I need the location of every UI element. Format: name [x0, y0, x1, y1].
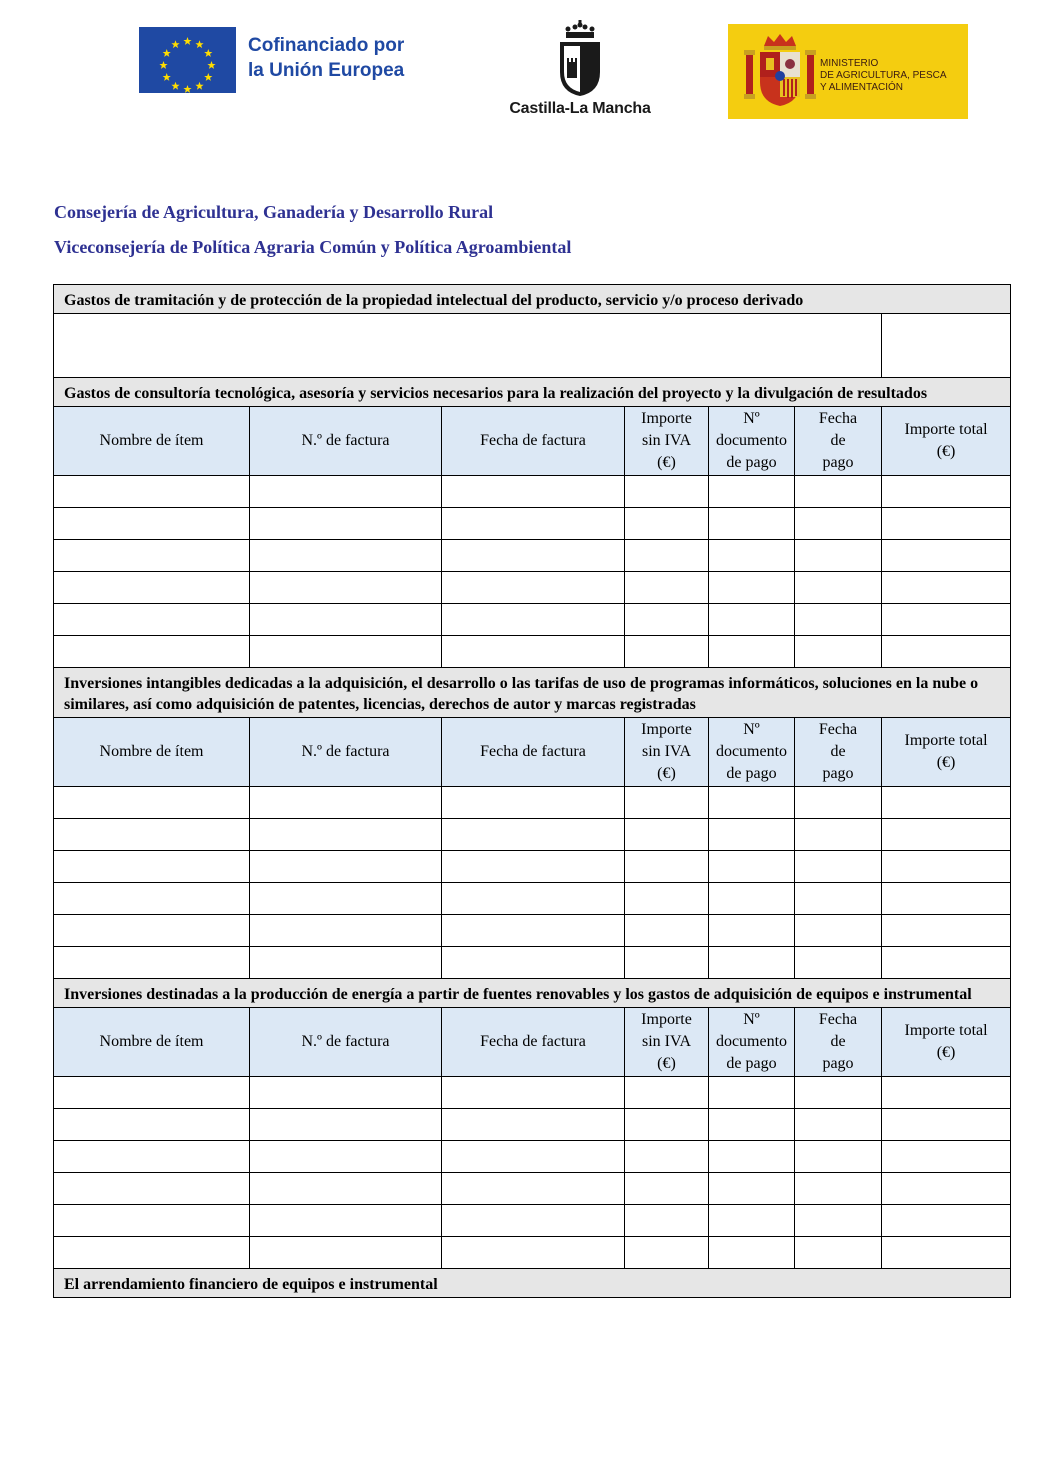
invoice-date-cell[interactable] — [442, 508, 625, 540]
col-payment-date: Fecha de pago — [795, 718, 882, 787]
total-cell[interactable] — [882, 1077, 1011, 1109]
total-cell[interactable] — [882, 540, 1011, 572]
invoice-number-cell[interactable] — [250, 1109, 442, 1141]
col-amount-no-vat: Importe sin IVA (€) — [625, 1008, 709, 1077]
payment-date-cell[interactable] — [795, 1205, 882, 1237]
total-cell[interactable] — [882, 1173, 1011, 1205]
col-amount-no-vat: Importe sin IVA (€) — [625, 718, 709, 787]
total-cell[interactable] — [882, 508, 1011, 540]
payment-doc-cell[interactable] — [709, 819, 795, 851]
payment-doc-cell[interactable] — [709, 915, 795, 947]
item-cell[interactable] — [54, 1173, 250, 1205]
table-row — [54, 1077, 1011, 1109]
payment-date-cell[interactable] — [795, 508, 882, 540]
amount-cell[interactable] — [625, 1173, 709, 1205]
spain-coat-of-arms-icon — [740, 32, 820, 112]
payment-date-cell[interactable] — [795, 851, 882, 883]
total-cell[interactable] — [882, 787, 1011, 819]
payment-date-cell[interactable] — [795, 1109, 882, 1141]
table-row — [54, 787, 1011, 819]
item-cell[interactable] — [54, 787, 250, 819]
payment-date-cell[interactable] — [795, 636, 882, 668]
payment-date-cell[interactable] — [795, 1237, 882, 1269]
payment-doc-cell[interactable] — [709, 1205, 795, 1237]
total-cell[interactable] — [882, 476, 1011, 508]
total-cell[interactable] — [882, 883, 1011, 915]
invoice-date-cell[interactable] — [442, 572, 625, 604]
column-header-row — [54, 1008, 1011, 1077]
table-row — [54, 851, 1011, 883]
column-header-row — [54, 407, 1011, 476]
payment-date-cell[interactable] — [795, 476, 882, 508]
payment-doc-cell[interactable] — [709, 508, 795, 540]
item-cell[interactable] — [54, 636, 250, 668]
col-invoice-date: Fecha de factura — [442, 407, 625, 476]
castilla-la-mancha-logo — [500, 20, 660, 125]
amount-cell[interactable] — [625, 851, 709, 883]
table-row — [54, 604, 1011, 636]
col-invoice-number: N.º de factura — [250, 407, 442, 476]
table-row — [54, 1205, 1011, 1237]
payment-doc-cell[interactable] — [709, 1237, 795, 1269]
amount-cell[interactable] — [625, 915, 709, 947]
ministry-line2: DE AGRICULTURA, PESCA — [820, 70, 947, 81]
section-title-intangible-investments: Inversiones intangibles dedicadas a la adquisición, el desarrollo o las tarifas de uso de programas informáticos, soluciones en la nube o similares, así como adquisición de patentes, licencias, derechos de autor y marcas registradas — [54, 668, 1011, 718]
item-cell[interactable] — [54, 819, 250, 851]
total-cell[interactable] — [882, 636, 1011, 668]
table-row — [54, 572, 1011, 604]
invoice-number-cell[interactable] — [250, 1141, 442, 1173]
amount-cell[interactable] — [625, 508, 709, 540]
invoice-date-cell[interactable] — [442, 1205, 625, 1237]
invoice-date-cell[interactable] — [442, 1109, 625, 1141]
invoice-number-cell[interactable] — [250, 540, 442, 572]
invoice-number-cell[interactable] — [250, 851, 442, 883]
payment-date-cell[interactable] — [795, 915, 882, 947]
col-amount-no-vat: Importe sin IVA (€) — [625, 407, 709, 476]
invoice-number-cell[interactable] — [250, 915, 442, 947]
payment-date-cell[interactable] — [795, 819, 882, 851]
invoice-number-cell[interactable] — [250, 947, 442, 979]
payment-date-cell[interactable] — [795, 540, 882, 572]
invoice-date-cell[interactable] — [442, 1141, 625, 1173]
column-header-row — [54, 718, 1011, 787]
amount-cell[interactable] — [625, 787, 709, 819]
section-title-ip-protection: Gastos de tramitación y de protección de la propiedad intelectual del producto, servicio y/o proceso derivado — [54, 285, 1011, 314]
payment-doc-cell[interactable] — [709, 476, 795, 508]
amount-cell[interactable] — [625, 1237, 709, 1269]
payment-date-cell[interactable] — [795, 787, 882, 819]
castilla-la-mancha-text: Castilla-La Mancha — [509, 100, 651, 117]
ip-protection-description-cell[interactable] — [54, 314, 882, 378]
section-title-renewable-energy: Inversiones destinadas a la producción de energía a partir de fuentes renovables y los gastos de adquisición de equipos e instrumental — [54, 979, 1011, 1008]
col-payment-date: Fecha de pago — [795, 407, 882, 476]
eu-logo-line1: Cofinanciado por — [248, 35, 405, 56]
amount-cell[interactable] — [625, 476, 709, 508]
invoice-number-cell[interactable] — [250, 1173, 442, 1205]
table-row — [54, 636, 1011, 668]
col-total-amount: Importe total (€) — [882, 407, 1011, 476]
payment-doc-cell[interactable] — [709, 947, 795, 979]
payment-date-cell[interactable] — [795, 947, 882, 979]
invoice-date-cell[interactable] — [442, 915, 625, 947]
payment-doc-cell[interactable] — [709, 787, 795, 819]
col-invoice-number: N.º de factura — [250, 1008, 442, 1077]
section-title-consulting: Gastos de consultoría tecnológica, asesoría y servicios necesarios para la realización del proyecto y la divulgación de resultados — [54, 378, 1011, 407]
eu-logo-text — [248, 33, 448, 83]
amount-cell[interactable] — [625, 540, 709, 572]
invoice-number-cell[interactable] — [250, 476, 442, 508]
invoice-number-cell[interactable] — [250, 636, 442, 668]
item-cell[interactable] — [54, 1077, 250, 1109]
payment-date-cell[interactable] — [795, 1141, 882, 1173]
ministry-logo — [728, 24, 968, 119]
invoice-number-cell[interactable] — [250, 604, 442, 636]
payment-doc-cell[interactable] — [709, 1109, 795, 1141]
total-cell[interactable] — [882, 1205, 1011, 1237]
total-cell[interactable] — [882, 1109, 1011, 1141]
table-row — [54, 883, 1011, 915]
col-total-amount: Importe total (€) — [882, 1008, 1011, 1077]
item-cell[interactable] — [54, 572, 250, 604]
total-cell[interactable] — [882, 819, 1011, 851]
ministry-line1: MINISTERIO — [820, 58, 879, 69]
invoice-date-cell[interactable] — [442, 883, 625, 915]
invoice-date-cell[interactable] — [442, 476, 625, 508]
invoice-date-cell[interactable] — [442, 819, 625, 851]
amount-cell[interactable] — [625, 947, 709, 979]
invoice-number-cell[interactable] — [250, 883, 442, 915]
payment-doc-cell[interactable] — [709, 604, 795, 636]
expenses-table — [53, 284, 1011, 1298]
amount-cell[interactable] — [625, 572, 709, 604]
payment-doc-cell[interactable] — [709, 851, 795, 883]
item-cell[interactable] — [54, 1205, 250, 1237]
invoice-number-cell[interactable] — [250, 508, 442, 540]
payment-doc-cell[interactable] — [709, 540, 795, 572]
item-cell[interactable] — [54, 540, 250, 572]
eu-flag-icon — [139, 27, 236, 93]
amount-cell[interactable] — [625, 1141, 709, 1173]
table-row — [54, 1237, 1011, 1269]
table-row — [54, 476, 1011, 508]
col-payment-document: Nº documento de pago — [709, 718, 795, 787]
col-item-name: Nombre de ítem — [54, 407, 250, 476]
invoice-number-cell[interactable] — [250, 1205, 442, 1237]
col-item-name: Nombre de ítem — [54, 718, 250, 787]
item-cell[interactable] — [54, 851, 250, 883]
amount-cell[interactable] — [625, 1077, 709, 1109]
invoice-date-cell[interactable] — [442, 636, 625, 668]
col-invoice-date: Fecha de factura — [442, 718, 625, 787]
eu-cofinanced-logo — [139, 27, 439, 95]
amount-cell[interactable] — [625, 1109, 709, 1141]
item-cell[interactable] — [54, 604, 250, 636]
table-row — [54, 508, 1011, 540]
ministry-logo-text — [820, 58, 965, 94]
invoice-date-cell[interactable] — [442, 604, 625, 636]
payment-doc-cell[interactable] — [709, 636, 795, 668]
payment-date-cell[interactable] — [795, 1173, 882, 1205]
payment-doc-cell[interactable] — [709, 883, 795, 915]
invoice-number-cell[interactable] — [250, 787, 442, 819]
total-cell[interactable] — [882, 572, 1011, 604]
ip-protection-amount-cell[interactable] — [882, 314, 1011, 378]
section-title-financial-leasing: El arrendamiento financiero de equipos e instrumental — [54, 1269, 1011, 1298]
table-row — [54, 1141, 1011, 1173]
col-total-amount: Importe total (€) — [882, 718, 1011, 787]
invoice-date-cell[interactable] — [442, 787, 625, 819]
ministry-line3: Y ALIMENTACIÓN — [820, 82, 903, 93]
invoice-date-cell[interactable] — [442, 947, 625, 979]
total-cell[interactable] — [882, 1237, 1011, 1269]
payment-doc-cell[interactable] — [709, 1173, 795, 1205]
invoice-number-cell[interactable] — [250, 819, 442, 851]
col-item-name: Nombre de ítem — [54, 1008, 250, 1077]
total-cell[interactable] — [882, 1141, 1011, 1173]
payment-date-cell[interactable] — [795, 1077, 882, 1109]
item-cell[interactable] — [54, 1109, 250, 1141]
col-payment-date: Fecha de pago — [795, 1008, 882, 1077]
invoice-date-cell[interactable] — [442, 540, 625, 572]
table-row — [54, 1109, 1011, 1141]
col-invoice-number: N.º de factura — [250, 718, 442, 787]
table-row — [54, 540, 1011, 572]
item-cell[interactable] — [54, 1141, 250, 1173]
department-heading: Consejería de Agricultura, Ganadería y Desarrollo Rural — [54, 202, 494, 222]
col-payment-document: Nº documento de pago — [709, 1008, 795, 1077]
item-cell[interactable] — [54, 947, 250, 979]
invoice-date-cell[interactable] — [442, 1077, 625, 1109]
eu-logo-line2: la Unión Europea — [248, 60, 405, 81]
invoice-number-cell[interactable] — [250, 1237, 442, 1269]
payment-doc-cell[interactable] — [709, 1077, 795, 1109]
table-row — [54, 1173, 1011, 1205]
col-payment-document: Nº documento de pago — [709, 407, 795, 476]
invoice-number-cell[interactable] — [250, 572, 442, 604]
vice-department-heading: Viceconsejería de Política Agraria Común y Política Agroambiental — [54, 237, 572, 257]
item-cell[interactable] — [54, 476, 250, 508]
table-row — [54, 947, 1011, 979]
item-cell[interactable] — [54, 915, 250, 947]
invoice-number-cell[interactable] — [250, 1077, 442, 1109]
payment-doc-cell[interactable] — [709, 572, 795, 604]
amount-cell[interactable] — [625, 636, 709, 668]
col-invoice-date: Fecha de factura — [442, 1008, 625, 1077]
item-cell[interactable] — [54, 883, 250, 915]
payment-doc-cell[interactable] — [709, 1141, 795, 1173]
invoice-date-cell[interactable] — [442, 851, 625, 883]
table-row — [54, 819, 1011, 851]
amount-cell[interactable] — [625, 604, 709, 636]
item-cell[interactable] — [54, 1237, 250, 1269]
amount-cell[interactable] — [625, 1205, 709, 1237]
amount-cell[interactable] — [625, 883, 709, 915]
table-row — [54, 915, 1011, 947]
castle-crown-icon — [500, 20, 660, 100]
amount-cell[interactable] — [625, 819, 709, 851]
total-cell[interactable] — [882, 604, 1011, 636]
total-cell[interactable] — [882, 851, 1011, 883]
payment-date-cell[interactable] — [795, 883, 882, 915]
payment-date-cell[interactable] — [795, 572, 882, 604]
item-cell[interactable] — [54, 508, 250, 540]
invoice-date-cell[interactable] — [442, 1173, 625, 1205]
total-cell[interactable] — [882, 915, 1011, 947]
invoice-date-cell[interactable] — [442, 1237, 625, 1269]
payment-date-cell[interactable] — [795, 604, 882, 636]
total-cell[interactable] — [882, 947, 1011, 979]
